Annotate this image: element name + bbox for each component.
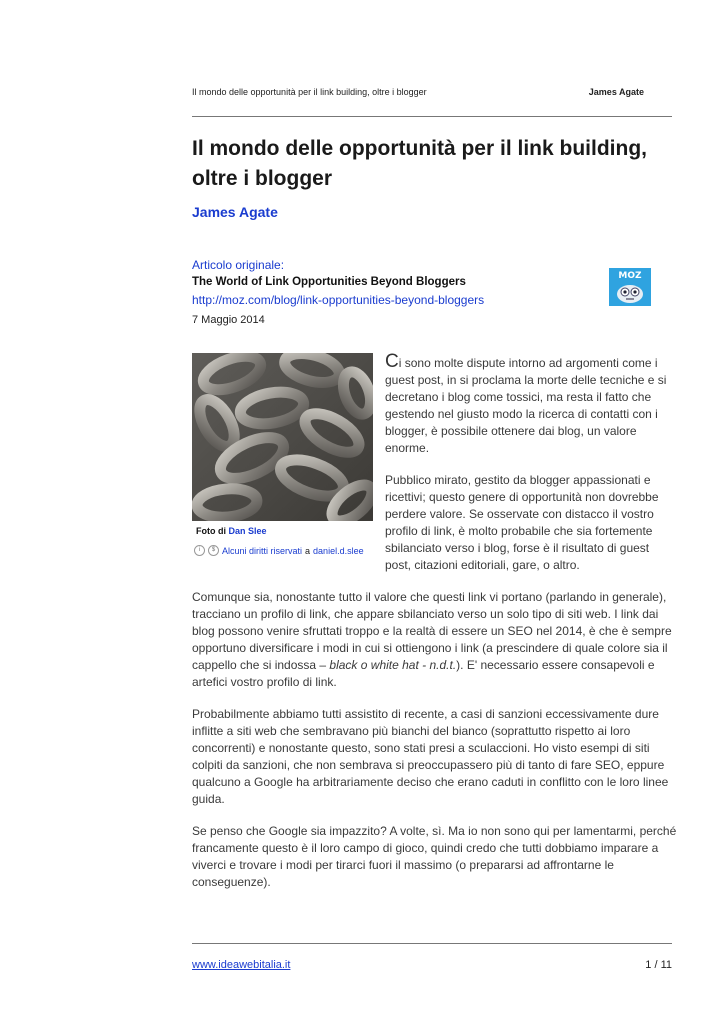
paragraph-intro bbox=[385, 351, 675, 457]
photo-license bbox=[194, 545, 364, 556]
moz-roger-robot-icon bbox=[617, 285, 643, 303]
photo-caption-prefix: Foto di bbox=[196, 526, 226, 536]
original-article-title: The World of Link Opportunities Beyond Bloggers bbox=[192, 276, 466, 288]
header-divider bbox=[192, 116, 672, 117]
page-number: 1 / 11 bbox=[645, 959, 672, 971]
license-user-link[interactable]: daniel.d.slee bbox=[313, 545, 364, 556]
footer-divider bbox=[192, 943, 672, 944]
original-article-link[interactable]: http://moz.com/blog/link-opportunities-beyond-bloggers bbox=[192, 293, 485, 307]
paragraph-3-text-b: ). E' necessario essere consapevoli e artefici vostro profilo di link. bbox=[192, 658, 655, 689]
article-title: Il mondo delle opportunità per il link building, oltre i blogger bbox=[192, 137, 647, 190]
running-header-title: Il mondo delle opportunità per il link building, oltre i blogger bbox=[192, 87, 427, 97]
paragraph-3 bbox=[192, 589, 677, 691]
chain-photo bbox=[192, 353, 373, 521]
original-article-label: Articolo originale: bbox=[192, 258, 285, 272]
paragraph-2: Pubblico mirato, gestito da blogger appassionati e ricettivi; questo genere di opportunità non dovrebbe perdere valore. Se osservate con distacco il vostro profilo di link, è molto probabile che sia fortemente sbilanciato verso i blog, forse è il risultato di guest post, citazioni editoriali, gare, o altro. bbox=[385, 473, 659, 572]
creative-commons-by-icon: i bbox=[194, 545, 205, 556]
running-header-author: James Agate bbox=[588, 87, 644, 97]
paragraph-3-text-a: Comunque sia, nonostante tutto il valore che questi link vi portano (parlando in generale), tracciano un profilo di link, che appare sbilanciato verso un solo tipo di siti web. I link dai blog possono venire sfruttati troppo e la realtà di essere un SEO nel 2014, è che è sempre opportuno diversificare i modi in cui si ottiengono i link (a prescindere di quale colore sia il cappello che si indossa – bbox=[192, 590, 672, 672]
photo-caption bbox=[196, 526, 267, 536]
moz-logo bbox=[609, 268, 651, 306]
photo-author-link[interactable]: Dan Slee bbox=[228, 526, 267, 536]
article-author: James Agate bbox=[192, 204, 278, 220]
footer-site-link[interactable]: www.ideawebitalia.it bbox=[192, 959, 291, 971]
moz-logo-text: MOZ bbox=[618, 271, 642, 281]
paragraph-intro-text: i sono molte dispute intorno ad argomenti come i guest post, in si proclama la morte delle tecniche e si decretano i blog come tossici, ma resta il fatto che gestendo nel giusto modo la ricerca di contatti con i blogger, è possibile ottenere dai blog, un valore enorme. bbox=[385, 356, 667, 455]
license-by: a bbox=[305, 545, 311, 556]
license-link[interactable]: Alcuni diritti riservati bbox=[222, 545, 303, 556]
drop-cap: C bbox=[385, 351, 399, 372]
publish-date: 7 Maggio 2014 bbox=[192, 314, 265, 326]
paragraph-4: Probabilmente abbiamo tutti assistito di recente, a casi di sanzioni eccessivamente dure inflitte a siti web che sembravano più bianchi del bianco (soprattutto rispetto ai loro concorrenti) e nonostante questo, sono stati presi a sculaccioni. Ho visto esempi di siti colpiti da sanzioni, che non sembrava si preoccupassero più di tanto di fare SEO, eppure qualcuno a Google ha arbitrariamente deciso che erano caduti in conflitto con le loro linee guida. bbox=[192, 707, 669, 806]
paragraph-5: Se penso che Google sia impazzito? A volte, sì. Ma io non sono qui per lamentarmi, perché francamente questo è il loro campo di gioco, quindi credo che tutti dobbiamo imparare a viverci e trovare i modi per tirarci fuori il massimo (o prepararsi ad affrontarne le conseguenze). bbox=[192, 824, 677, 889]
paragraph-3-italic-note: black o white hat - n.d.t. bbox=[329, 658, 457, 672]
creative-commons-nc-icon: $ bbox=[208, 545, 219, 556]
